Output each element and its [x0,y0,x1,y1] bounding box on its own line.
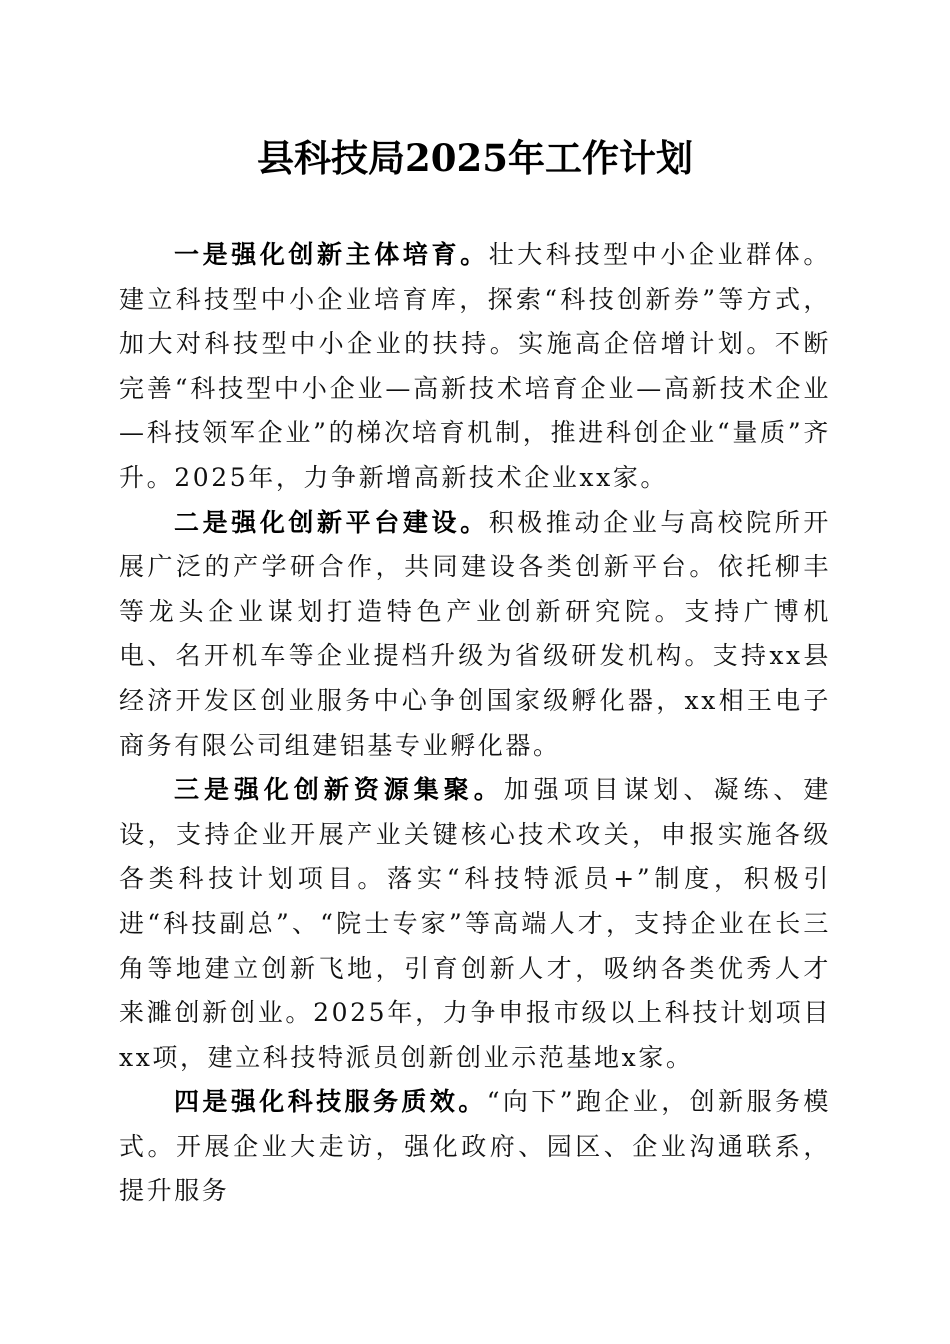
paragraph-4-lead: 四是强化科技服务质效。 [174,1087,487,1117]
paragraph-4-text: “向下”跑企业，创新服务模式。开展企业大走访，强化政府、园区、企业沟通联系，提升服务 [119,1087,831,1206]
paragraph-1-text: 壮大科技型中小企业群体。建立科技型中小企业培育库，探索“科技创新券”等方式，加大对科技型中小企业的扶持。实施高企倍增计划。不断完善“科技型中小企业—高新技术培育企业—高新技术企业—科技领军企业”的梯次培育机制，推进科创企业“量质”齐升。2025年，力争新增高新技术企业xx家。 [119,240,831,492]
paragraph-2-lead: 二是强化创新平台建设。 [174,507,489,537]
paragraph-4 [119,1080,831,1214]
paragraph-3-text: 加强项目谋划、凝练、建设，支持企业开展产业关键核心技术攻关，申报实施各级各类科技计划项目。落实“科技特派员+”制度，积极引进“科技副总”、“院士专家”等高端人才，支持企业在长三角等地建立创新飞地，引育创新人才，吸纳各类优秀人才来濉创新创业。2025年，力争申报市级以上科技计划项目xx项，建立科技特派员创新创业示范基地x家。 [119,775,831,1072]
paragraph-1 [119,233,831,501]
paragraph-1-lead: 一是强化创新主体培育。 [174,240,489,269]
document-title: 县科技局2025年工作计划 [257,136,693,180]
paragraph-2 [119,501,831,769]
document-body [119,233,831,1214]
paragraph-2-text: 积极推动企业与高校院所开展广泛的产学研合作，共同建设各类创新平台。依托柳丰等龙头企业谋划打造特色产业创新研究院。支持广博机电、名开机车等企业提档升级为省级研发机构。支持xx县经济开发区创业服务中心争创国家级孵化器，xx相王电子商务有限公司组建铝基专业孵化器。 [119,507,831,760]
paragraph-3 [119,768,831,1080]
paragraph-3-lead: 三是强化创新资源集聚。 [174,775,504,805]
